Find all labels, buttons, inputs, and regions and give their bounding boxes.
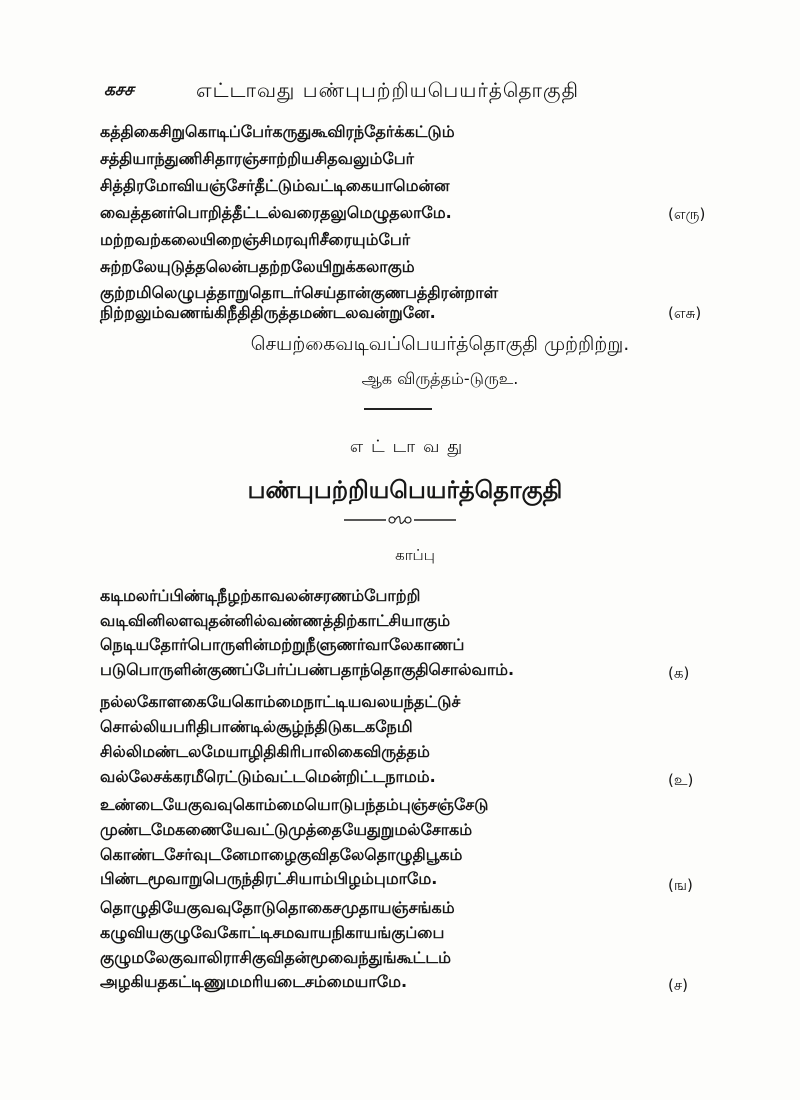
verse-number: (க) (668, 664, 690, 682)
verse-line: கத்திகைசிறுகொடிப்பேர்கருதுகூவிரந்தேர்க்கட்டும் (100, 122, 455, 141)
verse-line: சுற்றலேயுடுத்தலென்பதற்றலேயிறுக்கலாகும் (100, 257, 415, 276)
verse-line: படுபொருளின்குணப்பேர்ப்பண்பதாந்தொகுதிசொல்வாம். (100, 660, 515, 679)
verse-line: கழுவியகுழுவேகோட்டிசமவாயநிகாயங்குப்பை (100, 923, 445, 942)
verse-line: சொல்லியபரிதிபாண்டில்சூழ்ந்திடுகடகநேமி (100, 717, 413, 736)
verse-number: (எரு) (668, 205, 706, 223)
section-verse-count: ஆக விருத்தம்-டுருஉ. (361, 369, 519, 388)
verse-line: வைத்தனர்பொறித்தீட்டல்வரைதலுமெழுதலாமே. (100, 203, 452, 222)
verse-line: சில்லிமண்டலமேயாழிதிகிரிபாலிகைவிருத்தம் (100, 742, 430, 761)
verse-line: நல்லகோளகையேகொம்மைநாட்டியவலயந்தட்டுச் (100, 692, 461, 711)
ornament-divider (342, 510, 458, 530)
verse-line: உண்டையேகுவவுகொம்மையொடுபந்தம்புஞ்சஞ்சேடு (100, 795, 489, 814)
verse-line: சத்தியாந்துணிசிதாரஞ்சாற்றியசிதவலும்பேர் (100, 149, 415, 168)
verse-line: நிற்றலும்வணங்கிநீதிதிருத்தமண்டலவன்றுனே. (100, 303, 436, 322)
page-number: கசச (104, 80, 134, 100)
verse-line: கொண்டசேர்வுடனேமாழைகுவிதலேதொழுதிபூகம் (100, 845, 463, 864)
verse-line: பிண்டமூவாறுபெருந்திரட்சியாம்பிழம்புமாமே. (100, 869, 438, 888)
verse-number: (உ) (668, 771, 694, 789)
verse-line: குற்றமிலெழுபத்தாறுதொடர்செய்தான்குணபத்திரன்றாள் (100, 283, 499, 302)
verse-line: மற்றவற்கலையிறைஞ்சிமரவுரிசீரையும்பேர் (100, 230, 411, 249)
verse-line: முண்டமேகணையேவட்டுமுத்தையேதுறுமல்சோகம் (100, 820, 473, 839)
subheading-kappu: காப்பு (395, 546, 435, 564)
verse-line: நெடியதோர்பொருளின்மற்றுநீளுணர்வாலேகாணப் (100, 635, 465, 654)
running-title: எட்டாவது பண்புபற்றியபெயர்த்தொகுதி (196, 78, 579, 102)
divider-rule (364, 408, 432, 410)
verse-number: (ச) (668, 976, 689, 994)
verse-line: வல்லேசக்கரமீரெட்டும்வட்டமென்றிட்டநாமம். (100, 767, 436, 786)
verse-number: (ங) (668, 876, 693, 894)
section-ordinal: எட்டாவது (349, 437, 471, 457)
verse-line: கடிமலர்ப்பிண்டிநீழற்காவலன்சரணம்போற்றி (100, 586, 421, 605)
section-title: பண்புபற்றியபெயர்த்தொகுதி (247, 476, 563, 504)
verse-line: வடிவினிலளவுதன்னில்வண்ணத்திற்காட்சியாகும் (100, 611, 451, 630)
verse-line: சித்திரமோவியஞ்சேர்தீட்டும்வட்டிகையாமென்ன (100, 176, 450, 195)
verse-line: அழகியதகட்டிணுமமரியடைசம்மையாமே. (100, 972, 408, 991)
verse-number: (எசு) (668, 304, 702, 322)
verse-line: தொழுதியேகுவவுதோடுதொகைசமுதாயஞ்சங்கம் (100, 898, 455, 917)
section-end-line: செயற்கைவடிவப்பெயர்த்தொகுதி முற்றிற்று. (250, 333, 630, 355)
verse-line: குழுமலேகுவாலிராசிகுவிதன்மூவைந்துங்கூட்டம் (100, 948, 451, 967)
